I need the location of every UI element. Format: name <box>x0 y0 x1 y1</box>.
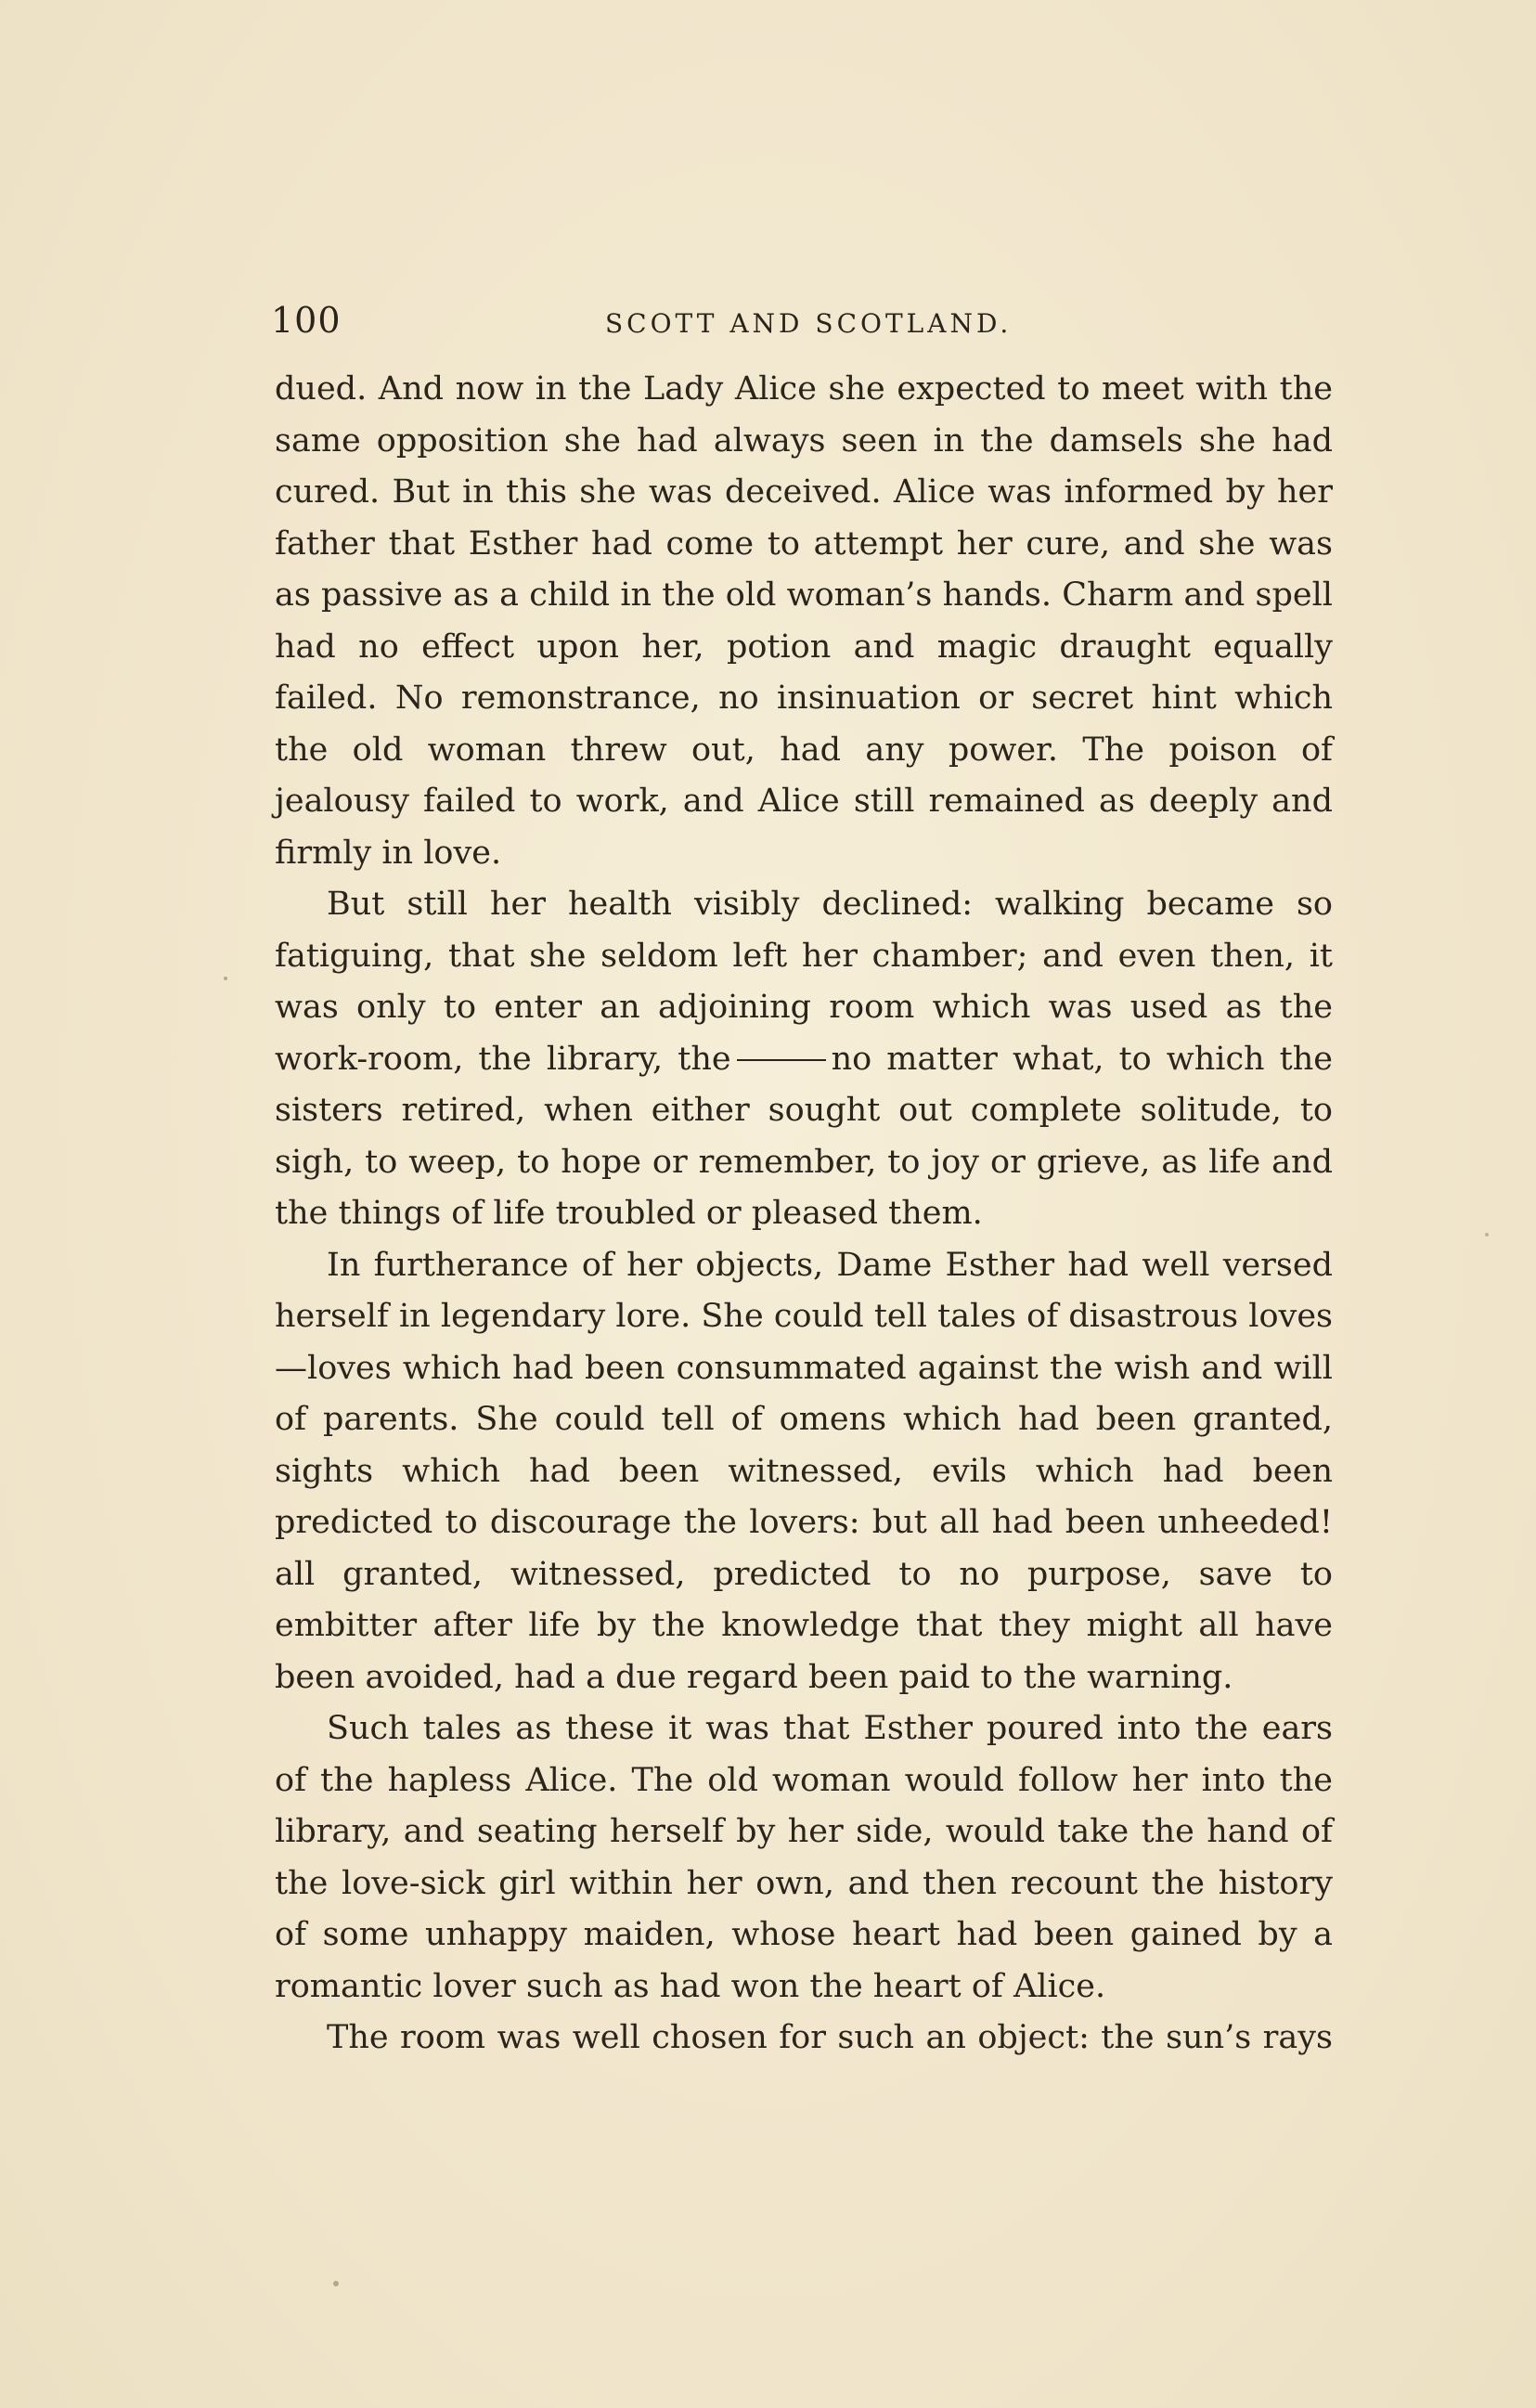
page-header <box>271 297 1348 343</box>
paragraph-4: Such tales as these it was that Esther poured into the ears of the hapless Alice. The old woman would follow her into the library, and seating herself by her side, would take the hand of the love-sick girl within her own, and then recount the history of some unhappy maiden, whose heart had been gained by a romantic lover such as had won the heart of Alice. <box>275 1710 1333 2005</box>
paragraph-2-after-dash: no matter what, to which the sisters retired, when either sought out complete solitude, to sigh, to weep, to hope or remember, to joy or grieve, as life and the things of life troubled or pleased them. <box>275 1040 1333 1232</box>
running-head: SCOTT AND SCOTLAND. <box>605 308 1013 339</box>
body-text <box>275 364 1333 2065</box>
em-dash-rule <box>737 1059 826 1061</box>
paragraph-2 <box>275 879 1333 1240</box>
paragraph-2-before-dash: But still her health visibly declined: walking became so fatiguing, that she seldom left her chamber; and even then, it was only to enter an adjoining room which was used as the work-room, the library, the <box>275 886 1333 1078</box>
paragraph-5: The room was well chosen for such an object: the sun’s rays <box>327 2019 1333 2056</box>
speck <box>1485 1233 1489 1236</box>
page-number: 100 <box>271 300 342 341</box>
speck <box>333 2281 339 2286</box>
paragraph-1: dued. And now in the Lady Alice she expected to meet with the same opposition she had always seen in the damsels she had cured. But in this she was deceived. Alice was informed by her father that Esther had come to attempt her cure, and she was as passive as a child in the old woman’s hands. Charm and spell had no effect upon her, potion and magic draught equally failed. No remonstrance, no insinuation or secret hint which the old woman threw out, had any power. The poison of jealousy failed to work, and Alice still remained as deeply and firmly in love. <box>275 370 1333 872</box>
speck <box>224 977 227 980</box>
paragraph-3: In furtherance of her objects, Dame Esther had well versed herself in legendary lore. She could tell tales of disastrous loves—loves which had been consummated against the wish and will of parents. She could tell of omens which had been granted, sights which had been witnessed, evils which had been predicted to discourage the lovers: but all had been unheeded! all granted, witnessed, predicted to no purpose, save to embitter after life by the knowledge that they might all have been avoided, had a due regard been paid to the warning. <box>275 1246 1333 1696</box>
